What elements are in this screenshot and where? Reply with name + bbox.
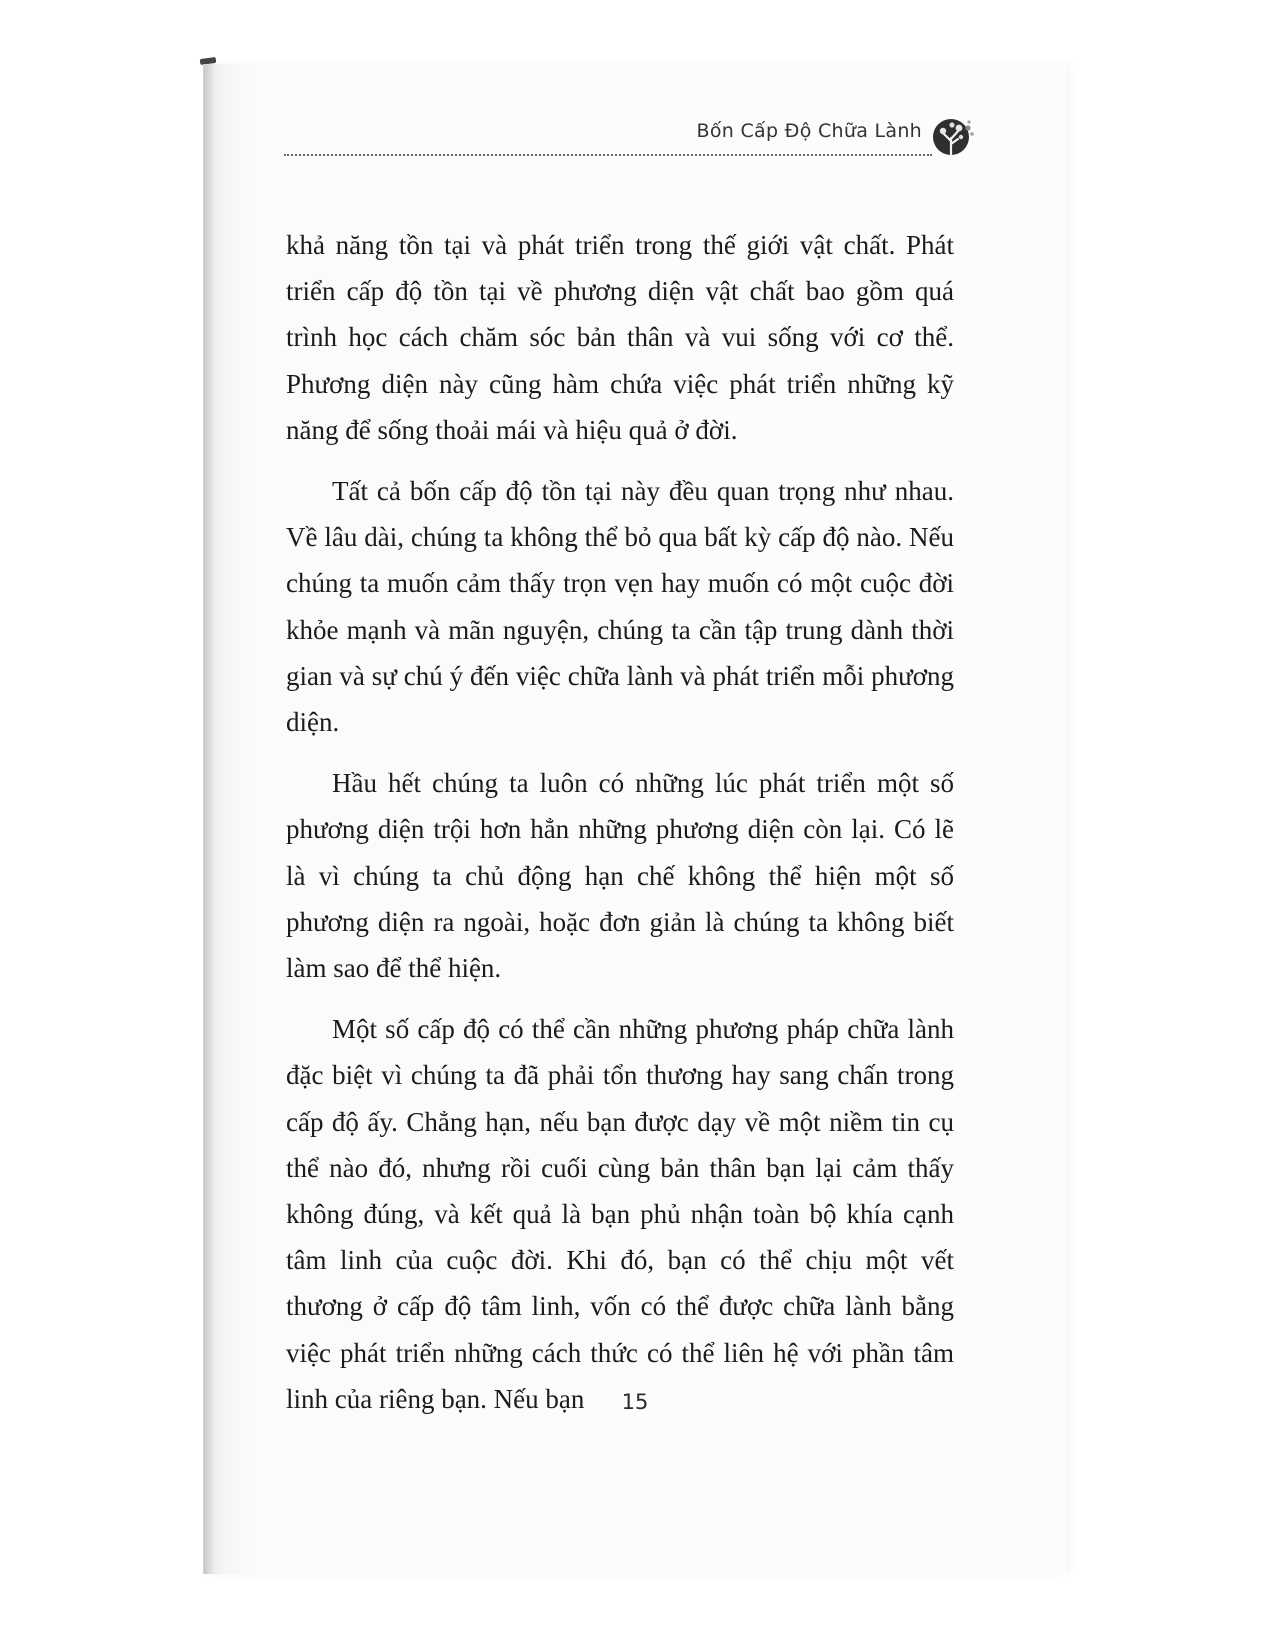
book-page: [203, 64, 1066, 1574]
running-header: [284, 114, 984, 166]
paragraph-4: Một số cấp độ có thể cần những phương pháp chữa lành đặc biệt vì chúng ta đã phải tổn thương hay sang chấn trong cấp độ ấy. Chẳng hạn, nếu bạn được dạy về một niềm tin cụ thể nào đó, nhưng rồi cuối cùng bản thân bạn lại cảm thấy không đúng, và kết quả là bạn phủ nhận toàn bộ khía cạnh tâm linh của cuộc đời. Khi đó, bạn có thể chịu một vết thương ở cấp độ tâm linh, vốn có thể được chữa lành bằng việc phát triển những cách thức có thể liên hệ với phần tâm linh của riêng bạn. Nếu bạn: [286, 1014, 954, 1414]
paragraph-1: khả năng tồn tại và phát triển trong thế giới vật chất. Phát triển cấp độ tồn tại về phương diện vật chất bao gồm quá trình học cách chăm sóc bản thân và vui sống với cơ thể. Phương diện này cũng hàm chứa việc phát triển những kỹ năng để sống thoải mái và hiệu quả ở đời.: [286, 230, 954, 445]
paragraph-2: Tất cả bốn cấp độ tồn tại này đều quan trọng như nhau. Về lâu dài, chúng ta không thể bỏ qua bất kỳ cấp độ nào. Nếu chúng ta muốn cảm thấy trọn vẹn hay muốn có một cuộc đời khỏe mạnh và mãn nguyện, chúng ta cần tập trung dành thời gian và sự chú ý đến việc chữa lành và phát triển mỗi phương diện.: [286, 476, 954, 738]
header-dotted-rule: [284, 154, 932, 156]
body-text: [286, 222, 954, 1437]
page-spine-shadow: [204, 64, 214, 1574]
running-title: Bốn Cấp Độ Chữa Lành: [696, 120, 922, 142]
tree-emblem-icon: [930, 114, 976, 160]
paragraph-3: Hầu hết chúng ta luôn có những lúc phát triển một số phương diện trội hơn hẳn những phương diện còn lại. Có lẽ là vì chúng ta chủ động hạn chế không thể hiện một số phương diện ra ngoài, hoặc đơn giản là chúng ta không biết làm sao để thể hiện.: [286, 768, 954, 984]
page-number: 15: [621, 1390, 649, 1414]
